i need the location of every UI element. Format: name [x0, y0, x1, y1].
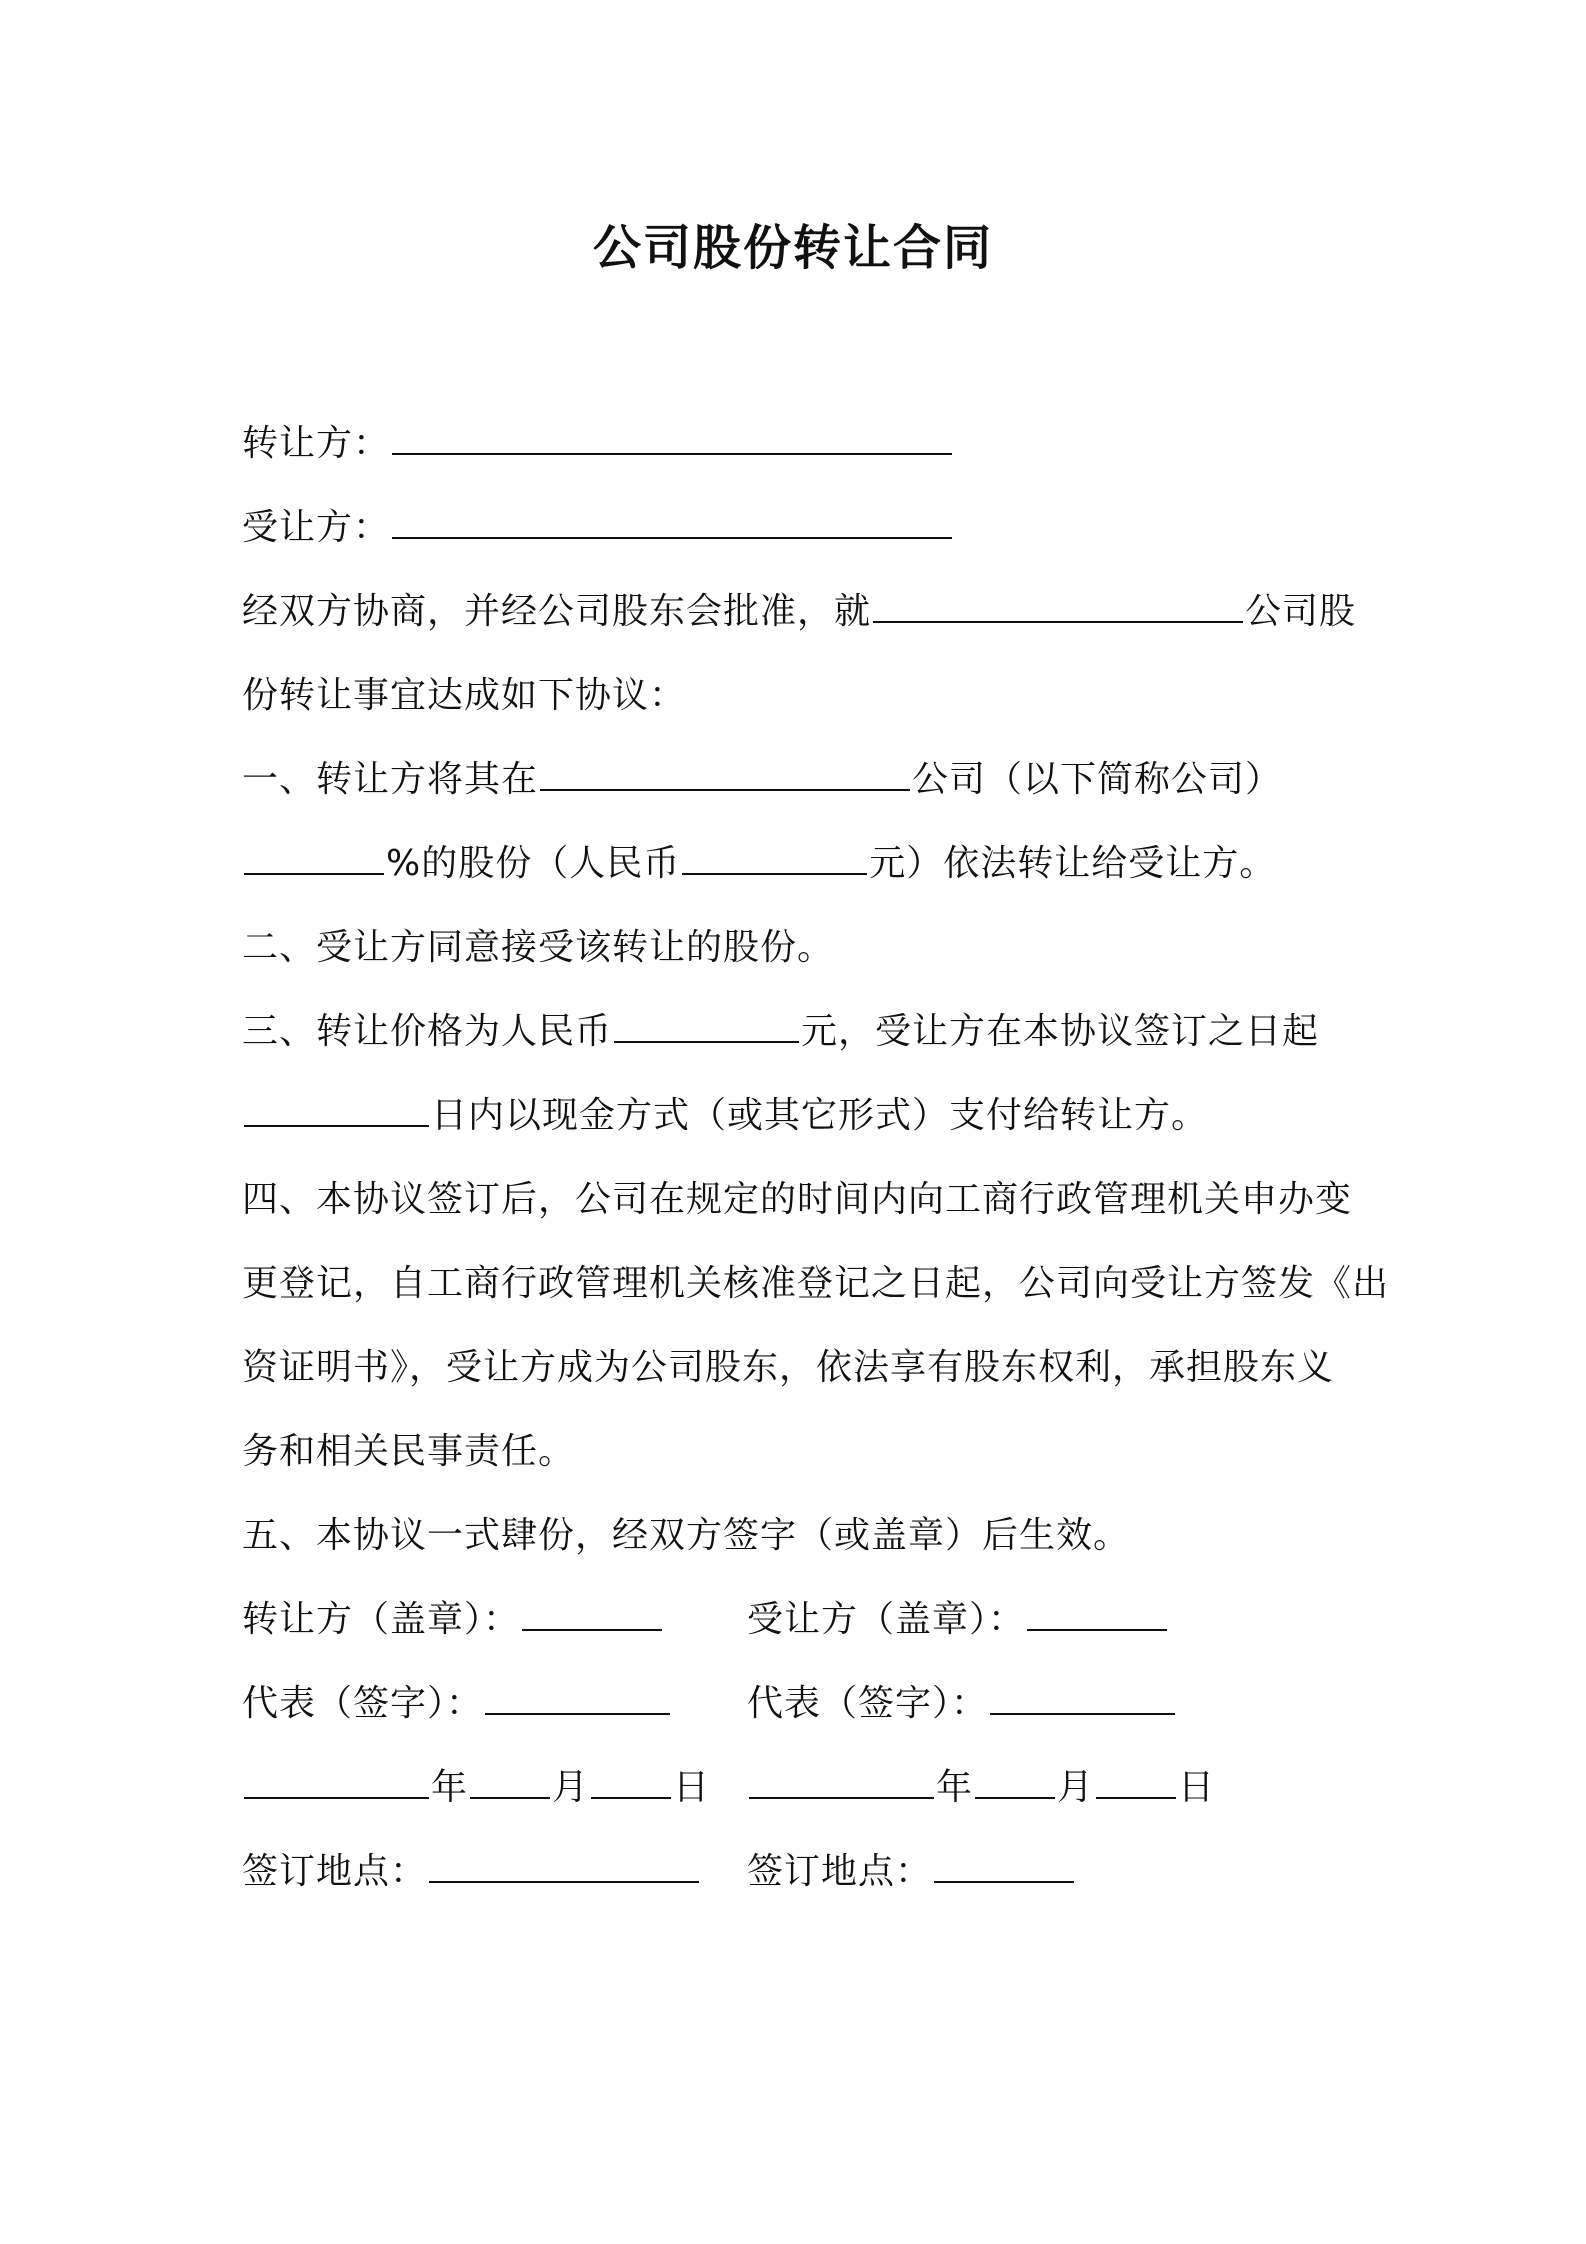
representative-right-blank[interactable] [990, 1679, 1175, 1715]
clause-4-line-4 [242, 1410, 1362, 1494]
date-left-month-label: 月 [552, 1767, 590, 1808]
seal-right [747, 1578, 1169, 1662]
clause-4-line-3 [242, 1326, 1362, 1410]
clause-2-line [242, 906, 1362, 990]
place-right-blank[interactable] [934, 1847, 1074, 1883]
seal-left [242, 1578, 747, 1662]
clause-3-text-3: 日内以现金方式（或其它形式）支付给转让方。 [431, 1095, 1209, 1136]
transferor-seal-label: 转让方（盖章）： [242, 1599, 521, 1640]
clause-1-text-3: %的股份（人民币 [386, 843, 681, 884]
place-left-blank[interactable] [429, 1847, 699, 1883]
place-right [747, 1830, 1076, 1914]
intro-line-1 [242, 570, 1362, 654]
date-right-day-blank[interactable] [1096, 1763, 1176, 1799]
transferee-label: 受让方： [242, 507, 391, 548]
date-left-day-label: 日 [673, 1767, 711, 1808]
clause-1-text-2: 公司（以下简称公司） [912, 759, 1283, 800]
transferee-blank[interactable] [392, 503, 952, 539]
intro-line-2 [242, 654, 1362, 738]
date-right-year-label: 年 [936, 1767, 974, 1808]
intro-text-2: 公司股 [1245, 591, 1357, 632]
clause-4-text-2: 更登记，自工商行政管理机关核准登记之日起，公司向受让方签发《出 [242, 1263, 1390, 1304]
clause-5-text: 五、本协议一式肆份，经双方签字（或盖章）后生效。 [242, 1515, 1131, 1556]
clause-4-line-1 [242, 1158, 1362, 1242]
clause-1-company-blank[interactable] [540, 755, 910, 791]
date-right [747, 1746, 1215, 1830]
date-left-year-label: 年 [431, 1767, 469, 1808]
date-right-month-blank[interactable] [975, 1763, 1055, 1799]
clause-4-text-3: 资证明书》，受让方成为公司股东，依法享有股东权利，承担股东义 [242, 1347, 1335, 1388]
transferee-seal-label: 受让方（盖章）： [747, 1599, 1026, 1640]
clause-4-line-2 [242, 1242, 1390, 1326]
clause-4-text-1: 四、本协议签订后，公司在规定的时间内向工商行政管理机关申办变 [242, 1179, 1353, 1220]
clause-1-text-1: 一、转让方将其在 [242, 759, 539, 800]
clause-4-text-4: 务和相关民事责任。 [242, 1431, 576, 1472]
share-percent-blank[interactable] [244, 839, 384, 875]
clause-3-text-2: 元，受让方在本协议签订之日起 [801, 1011, 1320, 1052]
representative-line [242, 1662, 1362, 1746]
date-left [242, 1746, 747, 1830]
date-right-year-blank[interactable] [749, 1763, 934, 1799]
date-left-month-blank[interactable] [470, 1763, 550, 1799]
transferor-label: 转让方： [242, 423, 391, 464]
date-right-day-label: 日 [1178, 1767, 1216, 1808]
representative-left [242, 1662, 747, 1746]
date-line [242, 1746, 1362, 1830]
document-body [242, 402, 1390, 1914]
date-left-day-blank[interactable] [591, 1763, 671, 1799]
clause-3-line-2 [242, 1074, 1362, 1158]
seal-line [242, 1578, 1362, 1662]
document-title: 公司股份转让合同 [592, 220, 993, 276]
clause-1-text-4: 元）依法转让给受让方。 [869, 843, 1277, 884]
company-name-blank[interactable] [873, 587, 1243, 623]
clause-3-line-1 [242, 990, 1362, 1074]
transferor-seal-blank[interactable] [522, 1595, 662, 1631]
transferee-seal-blank[interactable] [1027, 1595, 1167, 1631]
transferee-line [242, 486, 1362, 570]
payment-days-blank[interactable] [244, 1091, 429, 1127]
date-left-year-blank[interactable] [244, 1763, 429, 1799]
intro-text-1: 经双方协商，并经公司股东会批准，就 [242, 591, 872, 632]
clause-2-text: 二、受让方同意接受该转让的股份。 [242, 927, 835, 968]
clause-5-line [242, 1494, 1362, 1578]
clause-1-line-2 [242, 822, 1362, 906]
clause-1-line-1 [242, 738, 1362, 822]
representative-right [747, 1662, 1177, 1746]
place-right-label: 签订地点： [747, 1851, 933, 1892]
place-left-label: 签订地点： [242, 1851, 428, 1892]
representative-left-label: 代表（签字）： [242, 1683, 484, 1724]
share-amount-blank[interactable] [682, 839, 867, 875]
date-right-month-label: 月 [1057, 1767, 1095, 1808]
intro-text-3: 份转让事宜达成如下协议： [242, 675, 687, 716]
clause-3-text-1: 三、转让价格为人民币 [242, 1011, 613, 1052]
place-left [242, 1830, 747, 1914]
price-blank[interactable] [614, 1007, 799, 1043]
representative-left-blank[interactable] [485, 1679, 670, 1715]
place-line [242, 1830, 1362, 1914]
transferor-line [242, 402, 1362, 486]
transferor-blank[interactable] [392, 419, 952, 455]
representative-right-label: 代表（签字）： [747, 1683, 989, 1724]
